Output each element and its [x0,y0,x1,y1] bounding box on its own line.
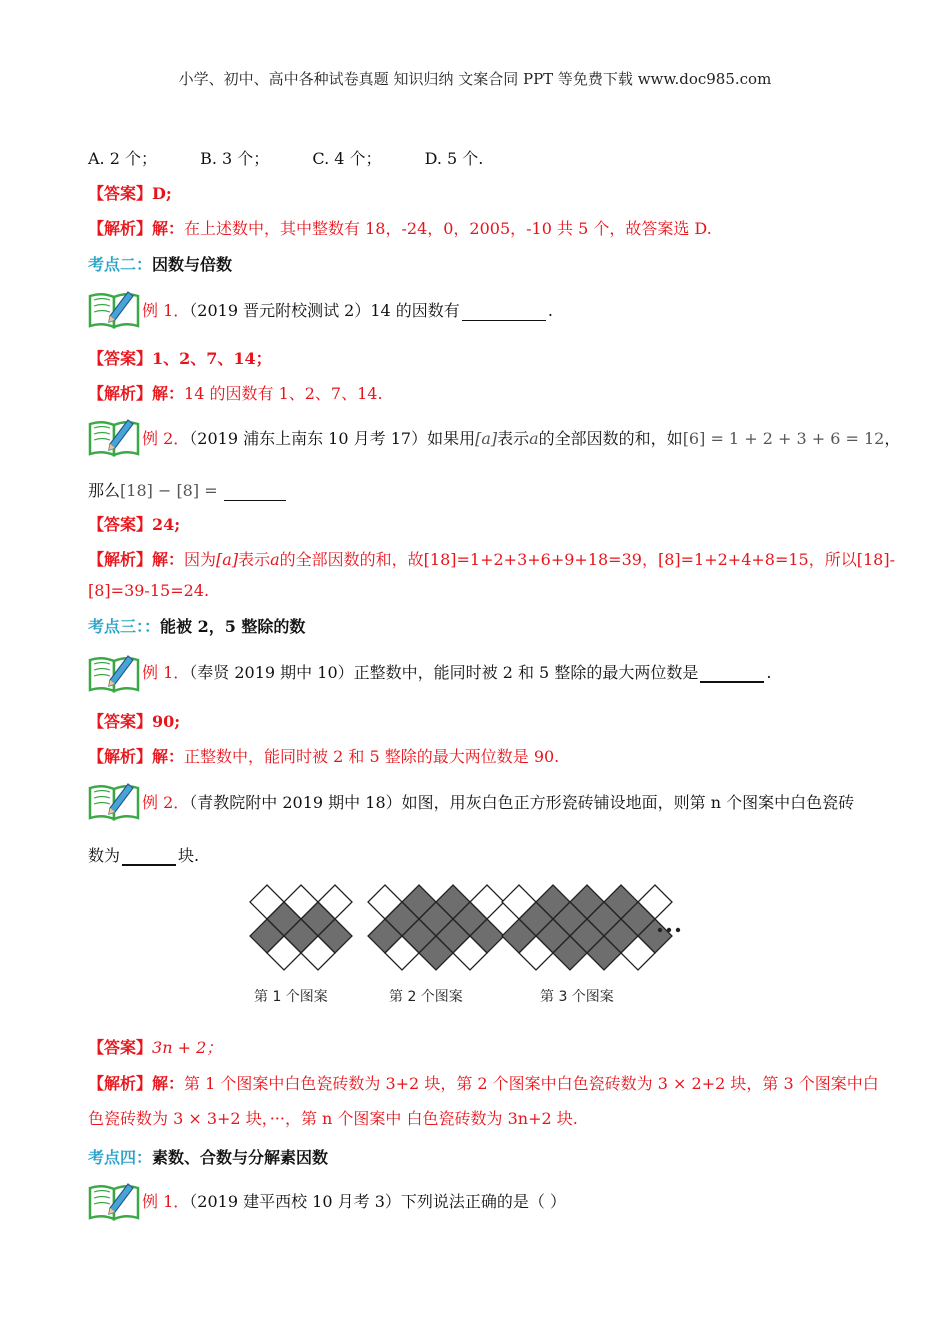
analysis-tag: 【解析】 [88,1074,153,1093]
tile-pattern-figure [240,878,700,976]
s4e1-question [142,1189,566,1212]
question-text: （奉贤 2019 期中 10）正整数中，能同时被 2 和 5 整除的最大两位数是 [189,663,699,682]
answer-tag: 【答案】 [88,184,153,203]
analysis-tag: 【解析】 [88,550,153,569]
s2e1-answer [88,346,272,369]
question-text: （2019 建平西校 10 月考 3）下列说法正确的是（ ） [189,1192,566,1211]
s3e1-question [142,660,771,683]
option-a: A. 2 个； [88,149,157,168]
analysis-tag: 【解析】 [88,219,153,238]
s2e2-analysis [88,547,895,570]
ellipsis-dots [658,928,680,932]
book-pencil-icon [88,286,140,330]
s2e1-question [142,298,553,321]
section-2-heading [88,252,232,275]
analysis-text: 第 1 个图案中白色瓷砖数为 3+2 块，第 2 个图案中白色瓷砖数为 3 × 2+2 块，第 3 个图案中白 [184,1074,879,1093]
answer-tag: 【答案】 [88,349,153,368]
s3e2-analysis-line2: 色瓷砖数为 3 × 3+2 块，···，第 n 个图案中 白色瓷砖数为 3n+2 块. [88,1109,578,1128]
analysis-tag: 【解析】 [88,747,153,766]
s2e2-answer [88,512,180,535]
math-formula: [6] = 1 + 2 + 3 + 6 = 12 [682,429,885,448]
answer-value: D; [152,184,172,203]
example-label: 例 1． [142,301,190,320]
figure-caption-3: 第 3 个图案 [540,989,614,1005]
book-pencil-icon [88,778,140,822]
s2e2-analysis-line2: [8]=39-15=24. [88,581,210,600]
section-3-heading [88,614,305,637]
section-title: 能被 2，5 整除的数 [160,617,306,636]
analysis-lead: 解： [152,1074,185,1093]
question-text: 那么 [88,481,121,500]
math-bracket-a: [a] [216,550,239,569]
question-text: （2019 晋元附校测试 2）14 的因数有 [189,301,460,320]
options-row [88,146,521,169]
figure-caption-2: 第 2 个图案 [389,989,463,1005]
answer-tag: 【答案】 [88,515,153,534]
math-var-a: a [270,550,280,569]
answer-value: 24; [152,515,181,534]
page-header: 小学、初中、高中各种试卷真题 知识归纳 文案合同 PPT 等免费下载 www.doc985.com [178,70,772,88]
section-label: 考点二： [88,255,153,274]
answer-tag: 【答案】 [88,712,153,731]
s2e1-analysis [88,381,383,404]
analysis-lead: 解： [152,219,185,238]
analysis-tag: 【解析】 [88,384,153,403]
analysis-text: 表示 [238,550,271,569]
question-text: 的全部因数的和，如 [538,429,683,448]
s3e2-question-line2 [88,843,199,866]
analysis-text: 因为 [184,550,217,569]
example-label: 例 2． [142,429,190,448]
s2e2-question-line2 [88,478,288,501]
analysis-lead: 解： [152,384,185,403]
analysis-lead: 解： [152,747,185,766]
s3e2-answer [88,1035,222,1058]
analysis-text: 正整数中，能同时被 2 和 5 整除的最大两位数是 90. [184,747,560,766]
analysis-text: 在上述数中，其中整数有 18，-24，0，2005，-10 共 5 个，故答案选 D. [184,219,712,238]
section-label: 考点四： [88,1148,153,1167]
example-label: 例 1． [142,663,190,682]
math-formula: [18] − [8] = [120,481,218,500]
option-d: D. 5 个. [424,149,484,168]
answer-value: 1、2、7、14； [152,349,272,368]
tile-grid [250,885,672,970]
section-label: 考点三：： [88,617,161,636]
answer-blank[interactable] [700,665,764,683]
s3e2-analysis [88,1071,879,1094]
question-end: . [547,301,553,320]
math-bracket-a: [a] [475,429,498,448]
s3e1-analysis [88,744,559,767]
question-text: 表示 [497,429,530,448]
section-title: 因数与倍数 [152,255,233,274]
answer-value: 90; [152,712,181,731]
analysis-text: 的全部因数的和，故[18]=1+2+3+6+9+18=39，[8]=1+2+4+8=15，所以[18]- [279,550,895,569]
question-text: 数为 [88,846,121,865]
question-text: （2019 浦东上南东 10 月考 17）如果用 [189,429,476,448]
s3e2-question [142,790,854,813]
question-end: ， [884,429,901,448]
book-pencil-icon [88,1178,140,1222]
s2e2-question [142,426,900,449]
analysis-text: 14 的因数有 1、2、7、14. [184,384,383,403]
option-b: B. 3 个； [200,149,270,168]
math-var-a: a [529,429,539,448]
figure-caption-1: 第 1 个图案 [254,989,328,1005]
section-4-heading [88,1145,328,1168]
section-title: 素数、合数与分解素因数 [152,1148,329,1167]
book-pencil-icon [88,650,140,694]
analysis-lead: 解： [152,550,185,569]
answer-value: 3n + 2； [152,1038,223,1057]
s3e1-answer [88,709,180,732]
q0-analysis [88,216,712,239]
answer-blank[interactable] [224,484,286,501]
q0-answer [88,181,172,204]
answer-blank[interactable] [462,304,546,321]
answer-tag: 【答案】 [88,1038,153,1057]
example-label: 例 1． [142,1192,190,1211]
option-c: C. 4 个； [312,149,382,168]
answer-blank[interactable] [122,848,176,866]
question-end: . [766,663,772,682]
example-label: 例 2． [142,793,190,812]
question-text: 块. [178,846,200,865]
book-pencil-icon [88,414,140,458]
question-text: （青教院附中 2019 期中 18）如图，用灰白色正方形瓷砖铺设地面，则第 n 个图案中白色瓷砖 [189,793,855,812]
